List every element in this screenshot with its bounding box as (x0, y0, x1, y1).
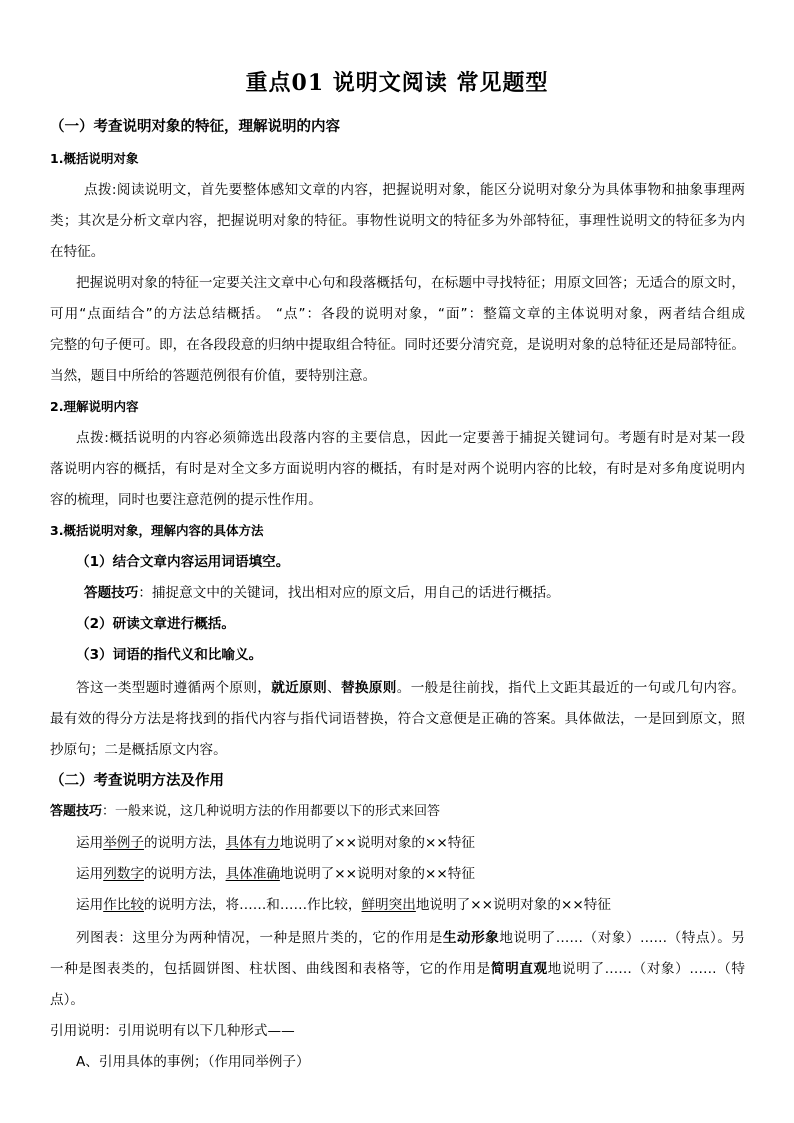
subsection-3-heading: 3.概括说明对象，理解内容的具体方法 (50, 523, 264, 538)
paragraph-line: 引用说明：引用说明有以下几种形式—— (50, 1023, 295, 1039)
paragraph-line: 点拨:概括说明的内容必须筛选出段落内容的主要信息，因此一定要善于捕捉关键词句。考题有时是对某一段 (76, 430, 745, 446)
list-item: （3）词语的指代义和比喻义。 (76, 647, 263, 663)
paragraph-line: 可用“点面结合”的方法总结概括。 “点”：各段的说明对象，“面”：整篇文章的主体说明对象，两者结合组成 (50, 306, 745, 322)
tip-line (84, 584, 560, 602)
paragraph-line: 当然，题目中所给的答题范例很有价值，要特别注意。 (50, 368, 377, 384)
paragraph-line: 类；其次是分析文章内容，把握说明对象的特征。事物性说明文的特征多为外部特征，事理性说明文的特征多为内 (50, 213, 745, 229)
paragraph-line: 把握说明对象的特征一定要关注文章中心句和段落概括句，在标题中寻找特征；用原文回答；无适合的原文时， (76, 275, 745, 291)
tip-line (50, 803, 440, 821)
method-line-compare: 运用作比较的说明方法，将……和……作比较，鲜明突出地说明了××说明对象的××特征 (76, 897, 611, 913)
tip-text: ：一般来说，这几种说明方法的作用都要以下的形式来回答 (102, 804, 441, 819)
rule-nearest: 就近原则 (271, 680, 328, 696)
list-item: （1）结合文章内容运用词语填空。 (76, 554, 290, 570)
paragraph-line: 点拨:阅读说明文，首先要整体感知文章的内容，把握说明对象，能区分说明对象分为具体事物和抽象事理两 (84, 182, 745, 198)
method-line-numbers: 运用列数字的说明方法，具体准确地说明了××说明对象的××特征 (76, 866, 475, 882)
tip-label: 答题技巧 (84, 585, 139, 601)
list-item: （2）研读文章进行概括。 (76, 616, 235, 632)
method-line-example: 运用举例子的说明方法，具体有力地说明了××说明对象的××特征 (76, 835, 475, 851)
section-2-heading: （二）考查说明方法及作用 (50, 773, 224, 789)
paragraph-line: A、引用具体的事例；（作用同举例子） (76, 1054, 310, 1070)
paragraph-line: 落说明内容的概括，有时是对全文多方面说明内容的概括，有时是对两个说明内容的比较，有时是对多角度说明内 (50, 461, 745, 477)
paragraph-line: 完整的句子便可。即，在各段段意的归纳中提取组合特征。同时还要分清究竟，是说明对象的总特征还是局部特征。 (50, 337, 745, 353)
tip-text: ：捕捉意文中的关键词，找出相对应的原文后，用自己的话进行概括。 (138, 585, 560, 601)
section-1-heading: （一）考查说明对象的特征，理解说明的内容 (50, 119, 340, 135)
paragraph-line: 点）。 (50, 992, 84, 1008)
paragraph-line: 容的梳理，同时也要注意范例的提示性作用。 (50, 492, 322, 508)
tip-label: 答题技巧 (50, 804, 103, 819)
rule-replace: 替换原则 (340, 680, 397, 696)
subsection-1-heading: 1.概括说明对象 (50, 151, 139, 166)
page-title: 重点01 说明文阅读 常见题型 (245, 70, 549, 96)
paragraph-line: 在特征。 (50, 244, 105, 260)
paragraph-line: 抄原句；二是概括原文内容。 (50, 742, 227, 758)
paragraph-line: 答这一类型题时遵循两个原则，就近原则、替换原则。一般是往前找，指代上文距其最近的一句或几句内容。 (76, 680, 746, 696)
paragraph-line: 最有效的得分方法是将找到的指代内容与指代词语替换，符合文意便是正确的答案。具体做法，一是回到原文，照 (50, 711, 745, 727)
paragraph-line: 一种是图表类的，包括圆饼图、柱状图、曲线图和表格等，它的作用是简明直观地说明了……（对象）……（特 (50, 961, 746, 977)
paragraph-line: 列图表：这里分为两种情况，一种是照片类的，它的作用是生动形象地说明了……（对象）……（特点）。另 (76, 930, 746, 946)
subsection-2-heading: 2.理解说明内容 (50, 399, 139, 414)
